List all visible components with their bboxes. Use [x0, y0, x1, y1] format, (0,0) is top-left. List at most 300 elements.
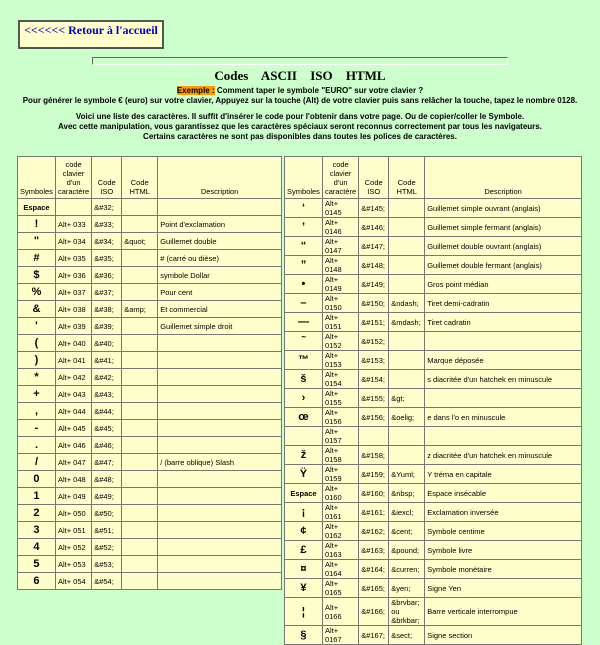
cell-keyboard-code: Alt+ 053	[55, 556, 91, 573]
cell-description	[158, 199, 282, 216]
table-row	[18, 556, 282, 573]
cell-html: &Yuml;	[389, 465, 425, 484]
cell-symbol: *	[18, 369, 56, 386]
cell-symbol: •	[285, 275, 323, 294]
cell-iso: &#46;	[92, 437, 122, 454]
cell-html	[122, 471, 158, 488]
header-symbols: Symboles	[285, 157, 323, 199]
cell-symbol: -	[18, 420, 56, 437]
cell-iso: &#54;	[92, 573, 122, 590]
cell-description: Guillemet double	[158, 233, 282, 250]
cell-iso: &#32;	[92, 199, 122, 216]
cell-iso: &#161;	[359, 503, 389, 522]
cell-iso: &#35;	[92, 250, 122, 267]
cell-html	[389, 256, 425, 275]
cell-iso: &#155;	[359, 389, 389, 408]
cell-html	[122, 573, 158, 590]
cell-description: # (carré ou dièse)	[158, 250, 282, 267]
cell-keyboard-code: Alt+ 037	[55, 284, 91, 301]
cell-iso: &#150;	[359, 294, 389, 313]
table-row	[18, 454, 282, 471]
cell-iso: &#41;	[92, 352, 122, 369]
cell-symbol: ¡	[285, 503, 323, 522]
cell-iso: &#165;	[359, 579, 389, 598]
back-to-home-link[interactable]: <<<<<< Retour à l'accueil	[18, 20, 164, 49]
cell-keyboard-code: Alt+ 0155	[322, 389, 358, 408]
cell-description	[158, 471, 282, 488]
cell-description: Guillemet simple fermant (anglais)	[425, 218, 582, 237]
cell-html: &mdash;	[389, 313, 425, 332]
cell-keyboard-code: Alt+ 045	[55, 420, 91, 437]
intro-line1: Comment taper le symbole "EURO" sur votre clavier ?	[214, 86, 424, 95]
cell-iso: &#152;	[359, 332, 389, 351]
table-row	[18, 199, 282, 216]
table-row	[285, 522, 582, 541]
cell-html: &quot;	[122, 233, 158, 250]
cell-keyboard-code: Alt+ 043	[55, 386, 91, 403]
cell-html	[122, 352, 158, 369]
cell-symbol: Ÿ	[285, 465, 323, 484]
table-row	[285, 218, 582, 237]
cell-keyboard-code: Alt+ 040	[55, 335, 91, 352]
cell-html	[122, 403, 158, 420]
cell-html	[122, 556, 158, 573]
cell-keyboard-code: Alt+ 0166	[322, 598, 358, 626]
table-row	[285, 446, 582, 465]
cell-description: Espace insécable	[425, 484, 582, 503]
cell-symbol: +	[18, 386, 56, 403]
table-row	[285, 598, 582, 626]
cell-symbol: 1	[18, 488, 56, 505]
cell-keyboard-code: Alt+ 046	[55, 437, 91, 454]
cell-keyboard-code: Alt+ 0157	[322, 427, 358, 446]
cell-iso	[359, 427, 389, 446]
cell-description	[425, 427, 582, 446]
cell-iso: &#147;	[359, 237, 389, 256]
page-title: Codes ASCII ISO HTML	[214, 68, 386, 83]
cell-keyboard-code: Alt+ 0154	[322, 370, 358, 389]
cell-iso: &#33;	[92, 216, 122, 233]
cell-symbol: ˜	[285, 332, 323, 351]
header-keyboard-code: code clavier d'un caractère	[322, 157, 358, 199]
cell-html: &iexcl;	[389, 503, 425, 522]
table-row	[285, 465, 582, 484]
cell-description: Point d'exclamation	[158, 216, 282, 233]
cell-iso: &#38;	[92, 301, 122, 318]
cell-symbol: “	[285, 237, 323, 256]
cell-iso: &#154;	[359, 370, 389, 389]
cell-description	[158, 573, 282, 590]
cell-keyboard-code: Alt+ 047	[55, 454, 91, 471]
cell-symbol: ,	[18, 403, 56, 420]
cell-keyboard-code: Alt+ 0152	[322, 332, 358, 351]
cell-description	[158, 505, 282, 522]
cell-iso: &#36;	[92, 267, 122, 284]
intro-line4: Avec cette manipulation, vous garantissez que les caractères spéciaux seront reconnus correctement par tous les navigateurs.	[58, 122, 542, 131]
cell-symbol: ¥	[285, 579, 323, 598]
cell-iso: &#51;	[92, 522, 122, 539]
cell-html	[122, 539, 158, 556]
cell-html	[122, 250, 158, 267]
cell-iso: &#53;	[92, 556, 122, 573]
cell-html	[122, 284, 158, 301]
ascii-table-right	[284, 156, 582, 645]
cell-symbol: §	[285, 626, 323, 645]
cell-iso: &#148;	[359, 256, 389, 275]
intro-line2: Pour générer le symbole € (euro) sur votre clavier, Appuyez sur la touche (Alt) de votre clavier puis sans relâcher la touche, tapez le nombre 0128.	[22, 96, 578, 105]
cell-iso: &#156;	[359, 408, 389, 427]
cell-iso: &#151;	[359, 313, 389, 332]
header-keyboard-code: code clavier d'un caractère	[55, 157, 91, 199]
cell-keyboard-code: Alt+ 0151	[322, 313, 358, 332]
cell-description: / (barre oblique) Slash	[158, 454, 282, 471]
cell-iso: &#49;	[92, 488, 122, 505]
cell-description	[158, 522, 282, 539]
cell-iso: &#40;	[92, 335, 122, 352]
cell-symbol: ›	[285, 389, 323, 408]
cell-iso: &#162;	[359, 522, 389, 541]
cell-keyboard-code: Alt+ 054	[55, 573, 91, 590]
cell-description	[158, 539, 282, 556]
table-row	[285, 389, 582, 408]
cell-keyboard-code: Alt+ 0159	[322, 465, 358, 484]
cell-symbol: ‘	[285, 199, 323, 218]
cell-iso: &#45;	[92, 420, 122, 437]
table-row	[285, 579, 582, 598]
cell-keyboard-code: Alt+ 041	[55, 352, 91, 369]
cell-keyboard-code: Alt+ 052	[55, 539, 91, 556]
cell-html: &yen;	[389, 579, 425, 598]
cell-symbol: &	[18, 301, 56, 318]
cell-keyboard-code	[55, 199, 91, 216]
cell-description: Guillemet simple ouvrant (anglais)	[425, 199, 582, 218]
cell-symbol: 5	[18, 556, 56, 573]
table-row	[285, 237, 582, 256]
cell-html	[389, 332, 425, 351]
cell-html	[389, 199, 425, 218]
table-row	[285, 332, 582, 351]
header-symbols: Symboles	[18, 157, 56, 199]
cell-iso: &#52;	[92, 539, 122, 556]
cell-iso: &#48;	[92, 471, 122, 488]
table-row	[18, 437, 282, 454]
cell-keyboard-code: Alt+ 049	[55, 488, 91, 505]
cell-symbol	[285, 427, 323, 446]
cell-symbol: 0	[18, 471, 56, 488]
cell-iso: &#37;	[92, 284, 122, 301]
cell-iso: &#42;	[92, 369, 122, 386]
table-row	[285, 294, 582, 313]
cell-description: Symbole monétaire	[425, 560, 582, 579]
divider	[92, 57, 508, 65]
cell-html	[122, 522, 158, 539]
cell-keyboard-code: Alt+ 0163	[322, 541, 358, 560]
cell-keyboard-code: Alt+ 0158	[322, 446, 358, 465]
cell-description: Exclamation inversée	[425, 503, 582, 522]
cell-html	[122, 505, 158, 522]
table-row	[285, 541, 582, 560]
cell-keyboard-code: Alt+ 048	[55, 471, 91, 488]
cell-html	[389, 446, 425, 465]
cell-keyboard-code: Alt+ 0149	[322, 275, 358, 294]
cell-keyboard-code: Alt+ 036	[55, 267, 91, 284]
cell-iso: &#146;	[359, 218, 389, 237]
cell-description: Signe Yen	[425, 579, 582, 598]
cell-symbol: £	[285, 541, 323, 560]
cell-symbol: ™	[285, 351, 323, 370]
cell-description: Pour cent	[158, 284, 282, 301]
table-row	[285, 313, 582, 332]
table-row	[18, 539, 282, 556]
ascii-table-left	[17, 156, 282, 590]
cell-description: Gros point médian	[425, 275, 582, 294]
cell-description: Signe section	[425, 626, 582, 645]
cell-description: Marque déposée	[425, 351, 582, 370]
cell-description: Tiret demi-cadratin	[425, 294, 582, 313]
cell-symbol: ”	[285, 256, 323, 275]
cell-description	[158, 386, 282, 403]
cell-html: &gt;	[389, 389, 425, 408]
cell-description	[425, 389, 582, 408]
cell-html	[389, 370, 425, 389]
cell-description	[158, 352, 282, 369]
cell-keyboard-code: Alt+ 035	[55, 250, 91, 267]
cell-description	[158, 420, 282, 437]
cell-iso: &#47;	[92, 454, 122, 471]
cell-html: &brvbar; ou &brkbar;	[389, 598, 425, 626]
intro-line3: Voici une liste des caractères. Il suffit d'insérer le code pour l'obtenir dans votre page. Ou de copier/coller le Symbole.	[75, 112, 525, 121]
cell-html	[122, 369, 158, 386]
cell-html	[122, 437, 158, 454]
table-row	[285, 626, 582, 645]
cell-description: e dans l'o en minuscule	[425, 408, 582, 427]
table-row	[18, 267, 282, 284]
cell-symbol: ¦	[285, 598, 323, 626]
table-row	[18, 369, 282, 386]
table-row	[18, 420, 282, 437]
cell-description	[158, 369, 282, 386]
cell-iso: &#145;	[359, 199, 389, 218]
cell-symbol: #	[18, 250, 56, 267]
intro-line5: Certains caractères ne sont pas disponibles dans toutes les polices de caractères.	[143, 132, 457, 141]
cell-html: &pound;	[389, 541, 425, 560]
cell-symbol: 2	[18, 505, 56, 522]
cell-html	[122, 335, 158, 352]
cell-keyboard-code: Alt+ 0148	[322, 256, 358, 275]
cell-html	[122, 420, 158, 437]
cell-html	[389, 275, 425, 294]
cell-keyboard-code: Alt+ 044	[55, 403, 91, 420]
table-header-row	[285, 157, 582, 199]
cell-keyboard-code: Alt+ 0160	[322, 484, 358, 503]
table-row	[285, 370, 582, 389]
table-row	[18, 471, 282, 488]
cell-symbol: ž	[285, 446, 323, 465]
table-row	[285, 256, 582, 275]
cell-html	[389, 351, 425, 370]
cell-symbol: Espace	[285, 484, 323, 503]
table-row	[285, 275, 582, 294]
table-row	[285, 484, 582, 503]
cell-keyboard-code: Alt+ 033	[55, 216, 91, 233]
cell-iso: &#164;	[359, 560, 389, 579]
cell-symbol: š	[285, 370, 323, 389]
table-row	[18, 403, 282, 420]
cell-keyboard-code: Alt+ 050	[55, 505, 91, 522]
cell-html	[389, 218, 425, 237]
cell-description: Symbole centime	[425, 522, 582, 541]
cell-symbol: 6	[18, 573, 56, 590]
cell-description: Symbole livre	[425, 541, 582, 560]
table-row	[18, 573, 282, 590]
header-html: Code HTML	[122, 157, 158, 199]
cell-symbol: /	[18, 454, 56, 471]
cell-symbol: !	[18, 216, 56, 233]
cell-keyboard-code: Alt+ 0147	[322, 237, 358, 256]
cell-keyboard-code: Alt+ 0145	[322, 199, 358, 218]
cell-description: symbole Dollar	[158, 267, 282, 284]
cell-html	[122, 318, 158, 335]
cell-symbol: ¤	[285, 560, 323, 579]
cell-description	[158, 335, 282, 352]
cell-symbol: –	[285, 294, 323, 313]
cell-description: Guillemet double ouvrant (anglais)	[425, 237, 582, 256]
cell-iso: &#167;	[359, 626, 389, 645]
cell-keyboard-code: Alt+ 0165	[322, 579, 358, 598]
table-row	[18, 301, 282, 318]
table-row	[285, 560, 582, 579]
cell-description: z diacritée d'un hatchek en minuscule	[425, 446, 582, 465]
cell-html	[122, 386, 158, 403]
table-header-row	[18, 157, 282, 199]
cell-html	[122, 454, 158, 471]
cell-keyboard-code: Alt+ 0161	[322, 503, 358, 522]
cell-iso: &#163;	[359, 541, 389, 560]
cell-html: &ndash;	[389, 294, 425, 313]
table-row	[18, 522, 282, 539]
cell-html: &oelig;	[389, 408, 425, 427]
cell-iso: &#166;	[359, 598, 389, 626]
header-html: Code HTML	[389, 157, 425, 199]
table-row	[285, 351, 582, 370]
cell-iso: &#39;	[92, 318, 122, 335]
cell-symbol: ’	[285, 218, 323, 237]
cell-symbol: .	[18, 437, 56, 454]
cell-symbol: $	[18, 267, 56, 284]
cell-keyboard-code: Alt+ 0167	[322, 626, 358, 645]
cell-html: &amp;	[122, 301, 158, 318]
table-row	[18, 318, 282, 335]
table-row	[18, 216, 282, 233]
cell-html: &curren;	[389, 560, 425, 579]
cell-html	[122, 267, 158, 284]
cell-keyboard-code: Alt+ 0153	[322, 351, 358, 370]
table-row	[285, 199, 582, 218]
table-row	[18, 352, 282, 369]
cell-description: Y tréma en capitale	[425, 465, 582, 484]
table-row	[18, 335, 282, 352]
cell-html: &sect;	[389, 626, 425, 645]
table-row	[285, 408, 582, 427]
cell-symbol: —	[285, 313, 323, 332]
cell-description: Tiret cadratin	[425, 313, 582, 332]
cell-html	[389, 237, 425, 256]
table-row	[18, 505, 282, 522]
cell-html: &nbsp;	[389, 484, 425, 503]
cell-keyboard-code: Alt+ 0150	[322, 294, 358, 313]
cell-keyboard-code: Alt+ 042	[55, 369, 91, 386]
cell-symbol: œ	[285, 408, 323, 427]
cell-description	[158, 437, 282, 454]
cell-symbol: 4	[18, 539, 56, 556]
cell-html	[122, 488, 158, 505]
cell-keyboard-code: Alt+ 051	[55, 522, 91, 539]
cell-description: Guillemet double fermant (anglais)	[425, 256, 582, 275]
cell-description	[425, 332, 582, 351]
cell-keyboard-code: Alt+ 039	[55, 318, 91, 335]
intro-text	[0, 86, 600, 142]
cell-description: Guillemet simple droit	[158, 318, 282, 335]
cell-symbol: %	[18, 284, 56, 301]
cell-symbol: (	[18, 335, 56, 352]
cell-symbol: '	[18, 318, 56, 335]
cell-iso: &#34;	[92, 233, 122, 250]
cell-iso: &#158;	[359, 446, 389, 465]
cell-description	[158, 403, 282, 420]
cell-iso: &#149;	[359, 275, 389, 294]
header-iso: Code ISO	[92, 157, 122, 199]
header-description: Description	[158, 157, 282, 199]
table-row	[285, 503, 582, 522]
cell-iso: &#50;	[92, 505, 122, 522]
cell-iso: &#160;	[359, 484, 389, 503]
cell-description: s diacritée d'un hatchek en minuscule	[425, 370, 582, 389]
table-row	[18, 250, 282, 267]
example-label: Exemple :	[176, 86, 215, 95]
table-row	[285, 427, 582, 446]
cell-iso: &#44;	[92, 403, 122, 420]
header-iso: Code ISO	[359, 157, 389, 199]
cell-symbol: Espace	[18, 199, 56, 216]
cell-html	[122, 199, 158, 216]
cell-iso: &#153;	[359, 351, 389, 370]
table-row	[18, 488, 282, 505]
table-row	[18, 386, 282, 403]
cell-html	[389, 427, 425, 446]
cell-keyboard-code: Alt+ 0146	[322, 218, 358, 237]
cell-keyboard-code: Alt+ 0162	[322, 522, 358, 541]
cell-description: Et commercial	[158, 301, 282, 318]
cell-symbol: ¢	[285, 522, 323, 541]
cell-keyboard-code: Alt+ 038	[55, 301, 91, 318]
cell-description	[158, 556, 282, 573]
cell-symbol: "	[18, 233, 56, 250]
table-row	[18, 284, 282, 301]
cell-iso: &#43;	[92, 386, 122, 403]
cell-description	[158, 488, 282, 505]
header-description: Description	[425, 157, 582, 199]
cell-symbol: )	[18, 352, 56, 369]
cell-keyboard-code: Alt+ 0164	[322, 560, 358, 579]
cell-iso: &#159;	[359, 465, 389, 484]
cell-html	[122, 216, 158, 233]
cell-html: &cent;	[389, 522, 425, 541]
cell-symbol: 3	[18, 522, 56, 539]
cell-description: Barre verticale interrompue	[425, 598, 582, 626]
cell-keyboard-code: Alt+ 034	[55, 233, 91, 250]
table-row	[18, 233, 282, 250]
cell-keyboard-code: Alt+ 0156	[322, 408, 358, 427]
